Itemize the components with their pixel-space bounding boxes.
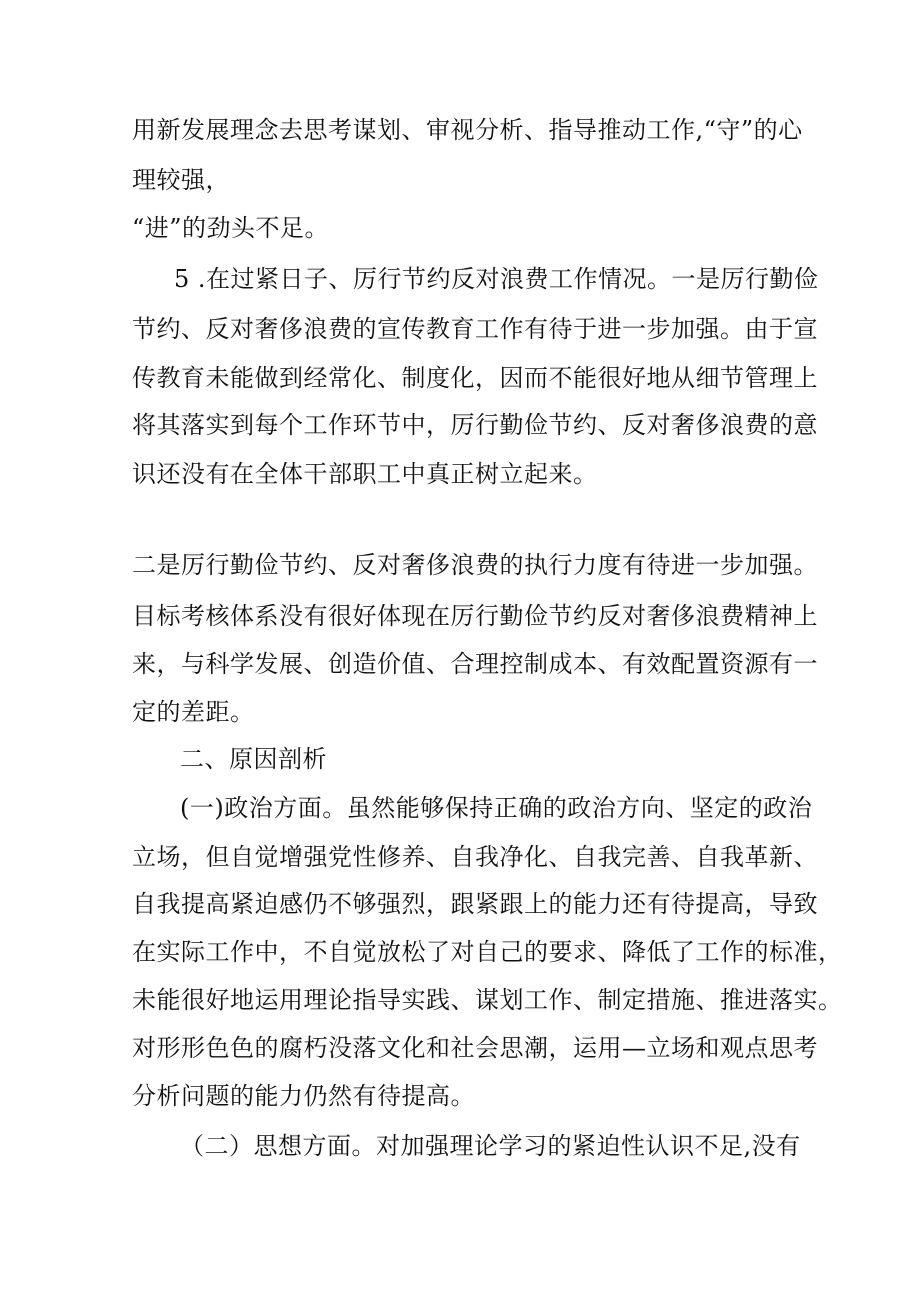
text-line: 对形形色色的腐朽没落文化和社会思潮，运用—立场和观点思考: [132, 1034, 818, 1062]
text-line: 5 .在过紧日子、厉行节约反对浪费工作情况。一是厉行勤俭: [174, 265, 819, 293]
text-line: 分析问题的能力仍然有待提高。: [132, 1082, 475, 1110]
text-line: （二）思想方面。对加强理论学习的紧迫性认识不足,没有: [180, 1132, 801, 1160]
text-line: 未能很好地运用理论指导实践、谋划工作、制定措施、推进落实。: [132, 986, 843, 1014]
text-line: 节约、反对奢侈浪费的宣传教育工作有待于进一步加强。由于宣: [132, 315, 818, 343]
text-line: 理较强，: [132, 166, 230, 194]
text-line: 传教育未能做到经常化、制度化，因而不能很好地从细节管理上: [132, 364, 818, 392]
section-heading: 二、原因剖析: [180, 745, 327, 773]
text-line: 来，与科学发展、创造价值、合理控制成本、有效配置资源有一: [132, 650, 818, 678]
text-line: 定的差距。: [132, 698, 255, 726]
text-line: 用新发展理念去思考谋划、审视分析、指导推动工作,“守”的心: [132, 116, 803, 144]
text-line: 二是厉行勤俭节约、反对奢侈浪费的执行力度有待进一步加强。: [132, 551, 818, 579]
text-line: 立场，但自觉增强党性修养、自我净化、自我完善、自我革新、: [132, 843, 818, 871]
text-line: 自我提高紧迫感仍不够强烈，跟紧跟上的能力还有待提高，导致: [132, 890, 818, 918]
text-line: 目标考核体系没有很好体现在厉行勤俭节约反对奢侈浪费精神上: [132, 602, 818, 630]
text-line: 识还没有在全体干部职工中真正树立起来。: [132, 460, 598, 488]
text-line: 将其落实到每个工作环节中，厉行勤俭节约、反对奢侈浪费的意: [132, 411, 818, 439]
text-line: “进”的劲头不足。: [132, 214, 330, 242]
text-line: 在实际工作中，不自觉放松了对自己的要求、降低了工作的标准，: [132, 938, 843, 966]
text-line: (一)政治方面。虽然能够保持正确的政治方向、坚定的政治: [180, 794, 813, 822]
